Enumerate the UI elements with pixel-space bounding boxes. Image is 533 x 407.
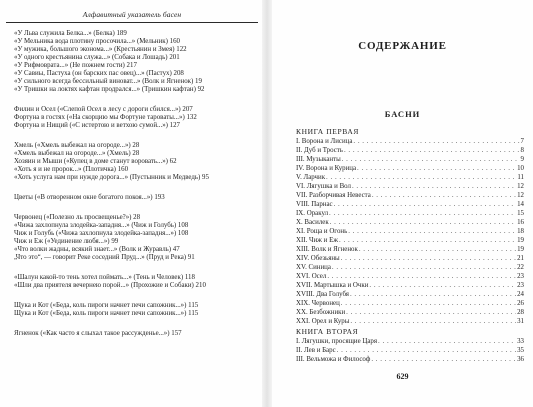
toc-title: I. Лягушки, просящие Царя [296,338,378,345]
index-entry: Хмель («Хмель выбежал на огороде...») 28 [14,142,140,149]
toc-page-number: 23 [517,282,524,289]
dot-leader [352,182,516,191]
dot-leader [326,173,516,182]
toc-row [296,346,524,355]
book-heading: КНИГА ВТОРАЯ [296,327,359,336]
index-entry: «У Льва служила Белка...» (Белка) 189 [14,30,127,37]
dot-leader [369,281,516,290]
dot-leader [359,245,516,254]
book-gutter [262,0,272,407]
dot-leader [353,137,519,146]
dot-leader [327,272,516,281]
toc-page-number: 26 [517,300,524,307]
index-entry: «Хоть услуга нам при нужде дорога...» (Пустынник и Медведь) 95 [14,174,209,181]
index-entry: Хозяин и Мыши («Купец в доме станут воровать...») 62 [14,158,177,165]
left-page [0,0,262,407]
index-entry: Червонец («Полезно ль просвещенье?») 28 [14,214,141,221]
toc-row [296,236,524,245]
index-entry: Щука и Кот («Беда, коль пироги начнет печи сапожник...») 115 [14,310,199,317]
toc-row [296,245,524,254]
toc-page-number: 23 [517,273,524,280]
index-entry: «У Тришки на локтях кафтан продрался...» (Тришкин кафтан) 92 [14,86,205,93]
toc-row [296,263,524,272]
toc-page-number: 19 [517,237,524,244]
toc-title: XXI. Орел и Куры [296,318,350,325]
index-entry: «Шли два приятеля вечернею порой...» (Прохожие и Собаки) 210 [14,282,206,289]
running-head: Алфавитный указатель басен [6,10,258,23]
dot-leader [346,308,516,317]
dot-leader [371,355,516,364]
toc-row [296,227,524,236]
toc-page-number: 12 [517,192,524,199]
toc-page-number: 10 [517,165,524,172]
toc-title: XX. Безбожники [296,309,346,316]
dot-leader [350,290,516,299]
right-page [272,0,533,407]
toc-title: V. Ларчик [296,174,326,181]
toc-row [296,137,524,146]
index-entry: «У Мельника вода плотину просочила...» (Мельник) 160 [14,38,181,45]
toc-row [296,164,524,173]
toc-row [296,218,524,227]
toc-title: I. Ворона и Лисица [296,138,353,145]
toc-title: XV. Синица [296,264,331,271]
index-entry: Ягненок («Как часто я слыхал такое рассужденье...») 157 [14,330,182,337]
toc-page-number: 22 [517,264,524,271]
toc-title: XVI. Осел [296,273,327,280]
toc-row [296,317,524,326]
section-title: БАСНИ [384,109,421,119]
dot-leader [332,263,516,272]
toc-page-number: 16 [517,219,524,226]
toc-page-number: 35 [517,347,524,354]
toc-page-number: 31 [517,318,524,325]
toc-title: VII. Разборчивая Невеста [296,192,371,199]
index-entry: «У сильного всегда бессильный виноват...» (Волк и Ягненок) 19 [14,78,202,85]
toc-row [296,308,524,317]
dot-leader [378,337,516,346]
toc-page-number: 33 [517,338,524,345]
dot-leader [357,164,516,173]
dot-leader [350,317,516,326]
toc-title: VIII. Парнас [296,201,333,208]
toc-page-number: 7 [520,138,524,145]
index-entry: Фортуна и Нищий («С истертою и ветхою сумой...») 127 [14,122,180,129]
toc-row [296,146,524,155]
index-entry: «Чижа захлопнула злодейка-западня...» (Чиж и Голубь) 108 [14,222,189,229]
index-entry: Цветы («В отворенном окне богатого покоя...») 193 [14,194,165,201]
dot-leader [348,227,516,236]
toc-row [296,272,524,281]
toc-title: XVIII. Два Голубя [296,291,349,298]
toc-row [296,299,524,308]
dot-leader [341,299,516,308]
index-entry: «Шалун какой-то тень хотел поймать...» (Тень и Человек) 118 [14,274,195,281]
toc-title: II. Дуб и Трость [296,147,343,154]
toc-title: XIX. Червонец [296,300,340,307]
dot-leader [330,218,516,227]
toc-title: XIV. Обезьяны [296,255,340,262]
index-entry: «Хоть я и не пророк...» (Плотичка) 160 [14,166,129,173]
toc-title: IX. Оракул [296,210,329,217]
toc-title: VI. Лягушка и Вол [296,183,351,190]
index-entry: «У Савиы, Пастуха (он барских пас овец)...» (Пастух) 208 [14,70,184,77]
toc-row [296,173,524,182]
dot-leader [372,191,516,200]
dot-leader [341,254,516,263]
index-entry: «У Рифмоврата...» (Не пожнем гости) 217 [14,62,137,69]
toc-row [296,355,524,364]
toc-page-number: 9 [520,156,524,163]
index-entry: „Что это“, — говорит Реке соседний Пруд...» (Пруд и Река) 91 [14,254,195,261]
contents-title: СОДЕРЖАНИЕ [358,40,447,52]
toc-page-number: 15 [517,210,524,217]
toc-page-number: 36 [517,356,524,363]
toc-row [296,281,524,290]
toc-page-number: 11 [517,174,524,181]
toc-title: X. Василек [296,219,329,226]
index-entry: «У мужика, большого эконома...» (Крестьянин и Змея) 122 [14,46,187,53]
toc-page-number: 12 [517,183,524,190]
toc-row [296,290,524,299]
toc-page-number: 8 [520,147,524,154]
toc-title: III. Музыканты [296,156,341,163]
toc-title: XIII. Волк и Ягненок [296,246,358,253]
toc-title: IV. Ворона и Курица [296,165,357,172]
dot-leader [337,346,516,355]
toc-title: XVII. Мартышка и Очки [296,282,369,289]
toc-page-number: 21 [517,255,524,262]
toc-row [296,200,524,209]
dot-leader [329,209,516,218]
toc-page-number: 24 [517,291,524,298]
index-entry: «Хмель выбежал на огороде...» (Хмель) 28 [14,150,140,157]
toc-row [296,209,524,218]
toc-row [296,155,524,164]
index-entry: Фортуна в гостях («На скорцию мы Фортуне тароваты...») 132 [14,114,197,121]
dot-leader [344,146,520,155]
dot-leader [339,236,516,245]
toc-row [296,337,524,346]
toc-page-number: 28 [517,309,524,316]
index-entry: Чиж и Голубь («Чижа захлопнула злодейка-западня...») 108 [14,230,189,237]
toc-title: III. Вельможа и Философ [296,356,371,363]
toc-row [296,182,524,191]
toc-title: XI. Роща и Огонь [296,228,348,235]
index-entry: «У одного крестьянина служа...» (Собака и Лошадь) 201 [14,54,180,61]
toc-page-number: 19 [517,246,524,253]
toc-title: II. Лев и Барс [296,347,336,354]
toc-title: XII. Чиж и Еж [296,237,339,244]
toc-page-number: 18 [517,228,524,235]
dot-leader [334,200,517,209]
toc-row [296,191,524,200]
toc-row [296,254,524,263]
toc-page-number: 14 [517,201,524,208]
book-heading: КНИГА ПЕРВАЯ [296,127,359,136]
index-entry: Чиж и Еж («Уединение любя...») 99 [14,238,119,245]
page-number: 629 [396,372,409,381]
index-entry: «Что волки жадны, всякий знает...» (Волк и Журавль) 47 [14,246,180,253]
dot-leader [342,155,520,164]
index-entry: Щука и Кот («Беда, коль пироги начнет печи сапожник...») 115 [14,302,199,309]
index-entry: Филин и Осел («Слепой Осел в лесу с дороги сбился...») 207 [14,106,193,113]
